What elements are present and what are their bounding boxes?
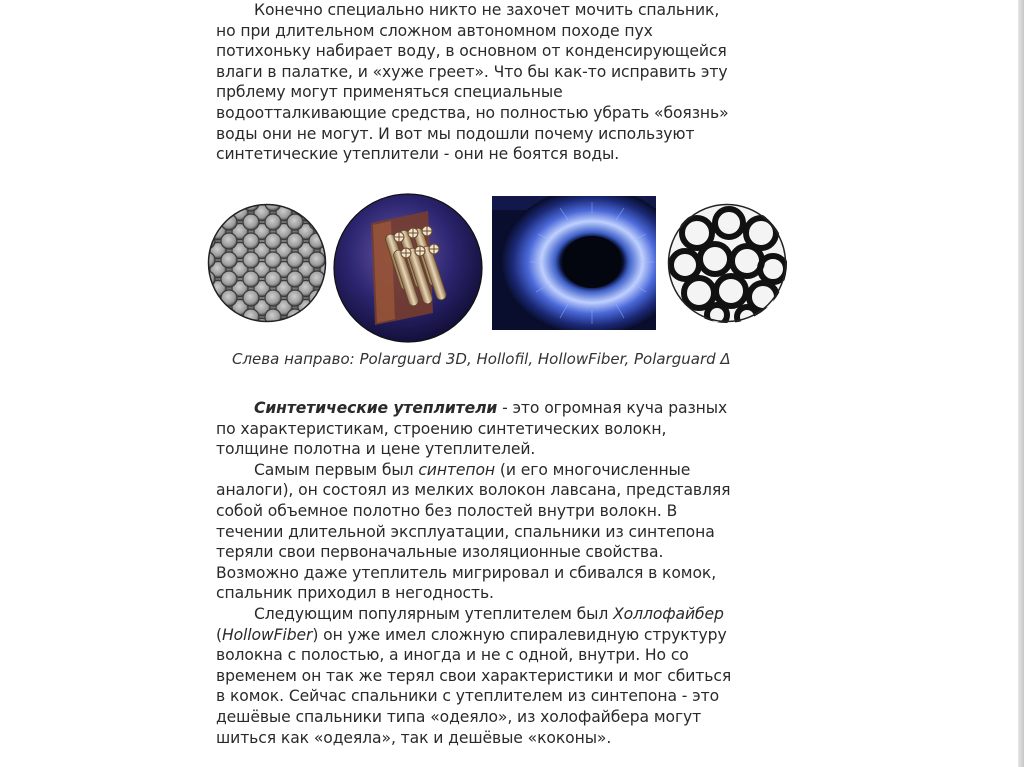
text-line: толщине полотна и цене утеплителей. — [216, 440, 536, 459]
text-line: волокна с полостью, а иногда и не с одной, внутри. Но со — [216, 646, 689, 665]
text-line — [216, 460, 776, 481]
term-sintepon: синтепон — [418, 460, 496, 479]
paragraph-synthetic — [216, 398, 776, 748]
text-line: шиться как «одеяла», так и дешёвые «коконы». — [216, 728, 612, 747]
text-line: синтетические утеплители - они не боятся воды. — [216, 145, 620, 164]
text-line: дешёвые спальники типа «одеяло», из холофайбера могут — [216, 707, 702, 726]
term-hollofiber: Холлофайбер — [613, 604, 724, 623]
text-line — [216, 625, 776, 646]
text-line: водоотталкивающие средства, но полностью убрать «боязнь» — [216, 103, 729, 122]
page-edge — [1018, 0, 1024, 767]
text-fragment: ) он уже имел сложную спиралевидную структуру — [312, 625, 727, 644]
text-line: течении длительной эксплуатации, спальники из синтепона — [216, 522, 715, 541]
text-line: прблему могут применяться специальные — [216, 83, 563, 102]
text-line: но при длительном сложном автономном походе пух — [216, 21, 653, 40]
text-line: собой объемное полотно без полостей внутри волокн. В — [216, 501, 678, 520]
term-hollowfiber-latin: HollowFiber — [221, 625, 313, 644]
text-line: Конечно специально никто не захочет мочить спальник, — [254, 1, 720, 19]
text-fragment: Следующим популярным утеплителем был — [254, 604, 614, 623]
text-line: влаги в палатке, и «хуже греет». Что бы как-то исправить эту — [216, 62, 728, 81]
term-synthetic-insulation: Синтетические утеплители — [254, 399, 498, 417]
text-fragment: ( — [216, 625, 222, 644]
text-line: потихоньку набирает воду, в основном от конденсирующейся — [216, 42, 727, 61]
text-line: воды они не могут. И вот мы подошли почему используют — [216, 124, 695, 143]
figure-hollofil — [333, 193, 483, 343]
text-line — [216, 604, 776, 625]
text-line: по характеристикам, строению синтетических волокн, — [216, 419, 667, 438]
figure-hollowfiber — [492, 196, 656, 330]
figure-polarguard-delta — [667, 203, 787, 323]
text-line: временем он так же терял свои характеристики и мог сбиться — [216, 666, 732, 685]
figure-caption: Слева направо: Polarguard 3D, Hollofil, HollowFiber, Polarguard Δ — [232, 350, 731, 368]
text-line: в комок. Сейчас спальники с утеплителем из синтепона - это — [216, 687, 720, 706]
text-line: спальник приходил в негодность. — [216, 584, 494, 603]
text-fragment: (и его многочисленные — [495, 460, 691, 479]
paragraph-intro — [216, 0, 776, 165]
text-fragment: Самым первым был — [254, 460, 419, 479]
text-line: Возможно даже утеплитель мигрировал и сбивался в комок, — [216, 563, 717, 582]
text-fragment: - это огромная куча разных — [497, 399, 728, 417]
text-line — [216, 398, 776, 419]
figure-polarguard-3d — [207, 203, 327, 323]
text-line: аналоги), он состоял из мелких волокон лавсана, представляя — [216, 481, 731, 500]
text-line: теряли свои первоначальные изоляционные свойства. — [216, 543, 664, 562]
